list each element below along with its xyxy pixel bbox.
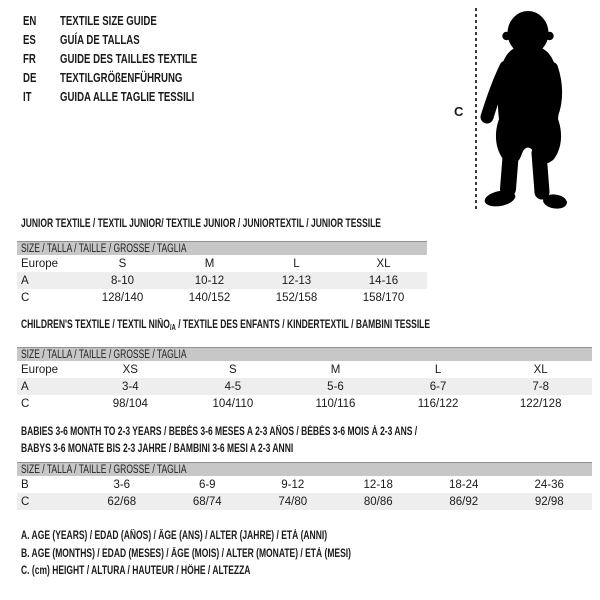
- lang-title: TEXTILE SIZE GUIDE: [60, 13, 157, 28]
- cell: XL: [376, 257, 391, 270]
- table-row: [17, 476, 592, 493]
- cell: 6-7: [387, 378, 490, 395]
- cell: 24-36: [534, 478, 564, 491]
- babies-size-table: [17, 462, 592, 510]
- size-header-row: [17, 463, 592, 477]
- measure-legend: [21, 528, 467, 581]
- cell: 128/140: [101, 291, 144, 304]
- row-label: C: [17, 493, 79, 510]
- cell: 9-12: [281, 478, 305, 491]
- table-row: [17, 272, 427, 289]
- table-row: [17, 361, 592, 378]
- height-measure-label: C: [454, 104, 464, 119]
- size-header-cell: SIZE / TALLA / TAILLE / GRÖSSE / TAGLIA: [17, 242, 427, 256]
- cell: 6-9: [198, 478, 216, 491]
- junior-section-title: JUNIOR TEXTILE / TEXTIL JUNIOR/ TEXTILE JUNIOR / JUNIORTEXTIL / JUNIOR TESSILE: [21, 218, 381, 230]
- cell: 8-10: [79, 272, 166, 289]
- baby-left-leg: [508, 151, 511, 189]
- cell: 12-18: [363, 478, 393, 491]
- row-label: C: [21, 397, 30, 410]
- table-row: [17, 255, 427, 272]
- cell: 110/116: [315, 397, 356, 410]
- cell: S: [229, 363, 237, 376]
- cell: 152/158: [275, 291, 318, 304]
- cell: 74/80: [250, 493, 336, 510]
- baby-right-leg: [539, 153, 542, 192]
- lang-code: FR: [23, 51, 36, 66]
- cell: M: [204, 257, 215, 270]
- lang-title: GUÍA DE TALLAS: [60, 32, 140, 47]
- size-header-row: [17, 348, 592, 362]
- baby-right-arm: [552, 68, 556, 115]
- cell: XS: [122, 363, 138, 376]
- lang-row-fr: [23, 49, 245, 68]
- cell: 140/152: [188, 291, 231, 304]
- children-size-table: [17, 347, 592, 412]
- table-row: [17, 289, 427, 306]
- row-label: A: [17, 378, 79, 395]
- cell: 7-8: [489, 378, 592, 395]
- lang-row-de: [23, 68, 245, 87]
- cell: 98/104: [112, 397, 148, 410]
- lang-code: IT: [23, 89, 32, 104]
- lang-title: GUIDA ALLE TAGLIE TESSILI: [60, 89, 195, 104]
- cell: 3-6: [113, 478, 131, 491]
- cell: 80/86: [336, 493, 422, 510]
- lang-title: GUIDE DES TAILLES TEXTILE: [60, 51, 198, 66]
- size-header-cell: SIZE / TALLA / TAILLE / GRÖSSE / TAGLIA: [17, 348, 592, 362]
- legend-line-c: C. (cm) HEIGHT / ALTURA / HAUTEUR / HÖHE / ALTEZZA: [21, 565, 251, 578]
- cell: L: [293, 257, 300, 270]
- junior-size-table: [17, 241, 427, 306]
- cell: 68/74: [165, 493, 251, 510]
- cell: 3-4: [79, 378, 182, 395]
- cell: 92/98: [507, 493, 593, 510]
- cell: 122/128: [519, 397, 562, 410]
- table-row: [17, 395, 592, 412]
- size-header-cell: SIZE / TALLA / TAILLE / GRÖSSE / TAGLIA: [17, 463, 592, 477]
- lang-code: EN: [23, 13, 37, 28]
- lang-row-es: [23, 30, 245, 49]
- lang-title: TEXTILGRÖßENFÜHRUNG: [60, 70, 183, 85]
- row-label: A: [17, 272, 79, 289]
- language-list: [23, 11, 245, 106]
- cell: 14-16: [340, 272, 427, 289]
- children-section-title: CHILDREN'S TEXTILE / TEXTIL $NIÑO_{/A}$ / TEXTILE DES ENFANTS / KINDERTEXTIL / BAMBINI TESSILE: [21, 319, 431, 332]
- size-header-row: [17, 242, 427, 256]
- table-row: [17, 493, 592, 510]
- cell: 116/122: [417, 397, 459, 410]
- legend-line-b: B. AGE (MONTHS) / EDAD (MESES) / ÂGE (MOIS) / ALTER (MONATE) / ETÀ (MESI): [21, 547, 351, 560]
- baby-silhouette-icon: [450, 5, 598, 215]
- lang-row-en: [23, 11, 245, 30]
- lang-code: DE: [23, 70, 37, 85]
- cell: S: [118, 257, 127, 270]
- cell: 104/110: [212, 397, 254, 410]
- cell: 12-13: [253, 272, 340, 289]
- cell: 62/68: [79, 493, 165, 510]
- cell: 10-12: [166, 272, 253, 289]
- row-label: Europe: [21, 363, 59, 376]
- legend-line-a: A. AGE (YEARS) / EDAD (AÑOS) / ÂGE (ANS) / ALTER (JAHRE) / ETÀ (ANNI): [21, 530, 328, 542]
- cell: 158/170: [362, 291, 405, 304]
- table-row: [17, 378, 592, 395]
- row-label: Europe: [21, 257, 59, 270]
- lang-row-it: [23, 87, 245, 106]
- cell: L: [434, 363, 442, 376]
- title-subscript: /A: [169, 323, 176, 332]
- cell: M: [330, 363, 341, 376]
- babies-section-title: BABIES 3-6 MONTH TO 2-3 YEARS / BEBÉS 3-6 MESES A 2-3 AÑOS / BÉBÉS 3-6 MOIS À 2-3 ANS / BABYS 3-6 MONATE BIS 2-3 JAHRE / BAMBINI 3-6 MESI A 2-3 ANNI: [21, 426, 418, 455]
- row-label: B: [21, 478, 29, 491]
- row-label: C: [21, 291, 30, 304]
- lang-code: ES: [23, 32, 36, 47]
- cell: 18-24: [449, 478, 479, 491]
- cell: XL: [533, 363, 548, 376]
- cell: 86/92: [421, 493, 507, 510]
- cell: 5-6: [284, 378, 387, 395]
- cell: 4-5: [182, 378, 285, 395]
- height-figure: [450, 5, 598, 215]
